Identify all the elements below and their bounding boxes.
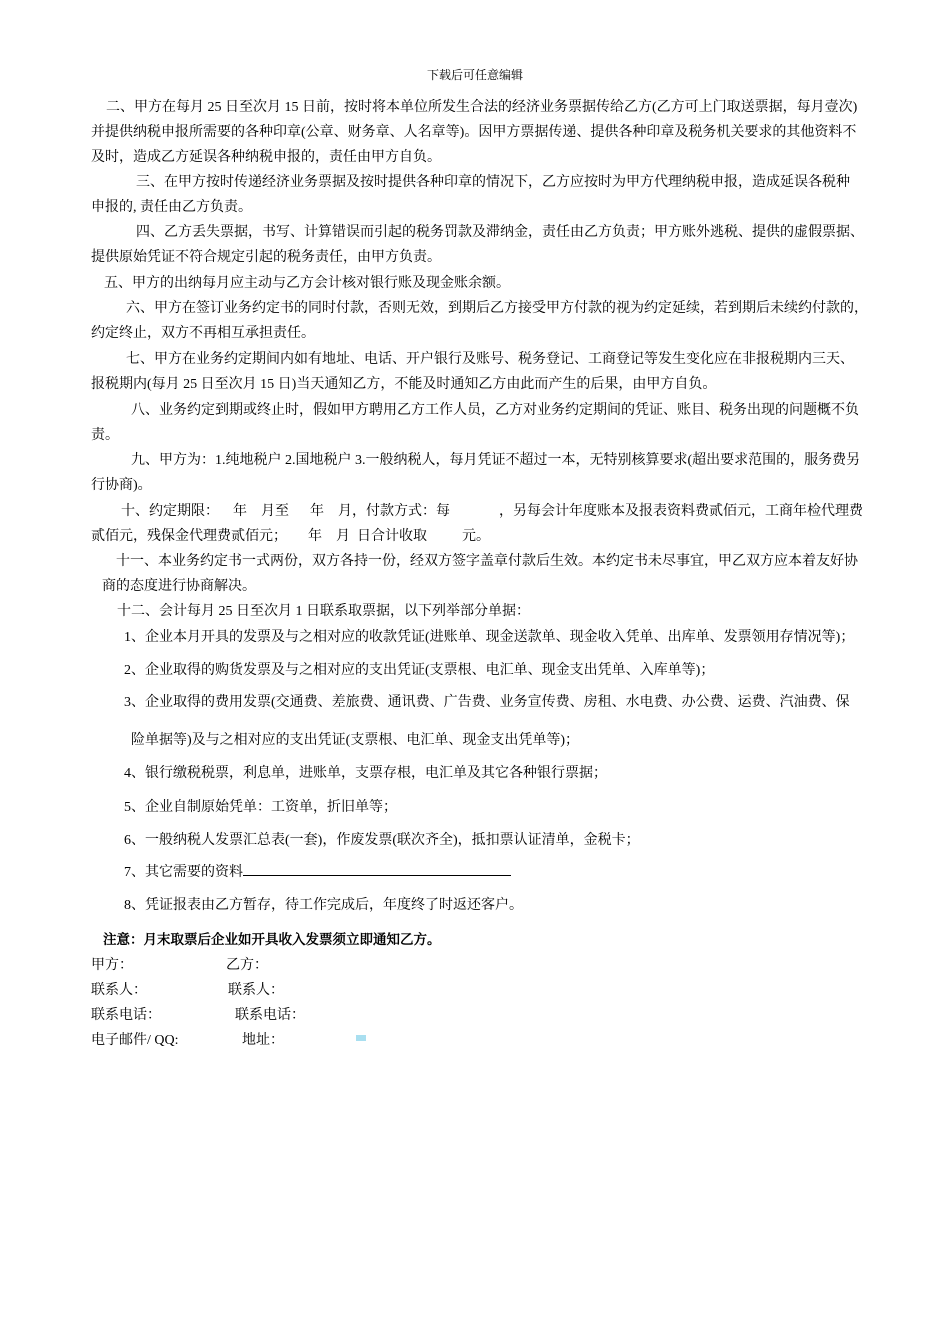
clause-7-line-2: 报税期内(每月 25 日至次月 15 日)当天通知乙方，不能及时通知乙方由此而产生的后果，由甲方自负。	[91, 377, 717, 392]
email-a-label: 电子邮件/ QQ:	[91, 1033, 179, 1048]
clause-8-line-1: 八、业务约定到期或终止时，假如甲方聘用乙方工作人员，乙方对业务约定期间的凭证、账目、税务出现的问题概不负	[131, 403, 859, 418]
clause-9-line-1: 九、甲方为：1.纯地税户 2.国地税户 3.一般纳税人，每月凭证不超过一本，无特别核算要求(超出要求范围的，服务费另	[131, 453, 861, 468]
fill-in-blank-line	[243, 861, 511, 876]
clause-2-line-2: 并提供纳税申报所需要的各种印章(公章、财务章、人名章等)。因甲方票据传递、提供各种印章及税务机关要求的其他资料不	[91, 125, 857, 140]
list-item-6: 6、一般纳税人发票汇总表(一套)，作废发票(联次齐全)，抵扣票认证清单，金税卡；	[124, 833, 640, 848]
small-highlight-mark	[356, 1035, 366, 1041]
clause-6-line-2: 约定终止，双方不再相互承担责任。	[91, 326, 315, 341]
list-item-7-label: 7、其它需要的资料	[124, 865, 243, 880]
page-header: 下载后可任意编辑	[426, 68, 523, 82]
clause-10-line-1: 十、约定期限： 年 月至 年 月，付款方式：每 ，另每会计年度账本及报表资料费贰佰元，工商年检代理费	[121, 504, 863, 519]
list-item-1: 1、企业本月开具的发票及与之相对应的收款凭证(进账单、现金送款单、现金收入凭单、出库单、发票领用存情况等)；	[124, 630, 855, 645]
clause-3-line-2: 申报的, 责任由乙方负责。	[91, 200, 252, 215]
address-b-label: 地址：	[242, 1033, 284, 1048]
clause-11-line-1: 十一、本业务约定书一式两份，双方各持一份，经双方签字盖章付款后生效。本约定书未尽事宜，甲乙双方应本着友好协	[116, 554, 858, 569]
phone-b-label: 联系电话：	[235, 1008, 305, 1023]
clause-2-line-3: 及时，造成乙方延误各种纳税申报的，责任由甲方自负。	[91, 150, 441, 165]
bold-notice: 注意：月末取票后企业如开具收入发票须立即通知乙方。	[103, 932, 441, 948]
clause-5-line-1: 五、甲方的出纳每月应主动与乙方会计核对银行账及现金账余额。	[104, 276, 510, 291]
clause-12-line-1: 十二、会计每月 25 日至次月 1 日联系取票据，以下列举部分单据：	[117, 604, 530, 619]
list-item-8: 8、凭证报表由乙方暂存，待工作完成后，年度终了时返还客户。	[124, 898, 523, 913]
contact-a-label: 联系人：	[91, 983, 147, 998]
clause-2-line-1: 二、甲方在每月 25 日至次月 15 日前，按时将本单位所发生合法的经济业务票据传给乙方(乙方可上门取送票据，每月壹次)	[106, 100, 858, 115]
party-a-label: 甲方：	[91, 958, 133, 973]
clause-3-line-1: 三、在甲方按时传递经济业务票据及按时提供各种印章的情况下，乙方应按时为甲方代理纳税申报，造成延误各税种	[136, 175, 850, 190]
list-item-4: 4、银行缴税税票，利息单，进账单，支票存根，电汇单及其它各种银行票据；	[124, 766, 607, 781]
list-item-3-line-1: 3、企业取得的费用发票(交通费、差旅费、通讯费、广告费、业务宣传费、房租、水电费、办公费、运费、汽油费、保	[124, 695, 850, 710]
party-b-label: 乙方：	[226, 958, 268, 973]
list-item-5: 5、企业自制原始凭单：工资单，折旧单等；	[124, 800, 397, 815]
clause-10-line-2: 贰佰元，残保金代理费贰佰元； 年 月 日合计收取 元。	[91, 529, 490, 544]
clause-11-line-2: 商的态度进行协商解决。	[102, 579, 256, 594]
phone-a-label: 联系电话：	[91, 1008, 161, 1023]
clause-7-line-1: 七、甲方在业务约定期间内如有地址、电话、开户银行及账号、税务登记、工商登记等发生变化应在非报税期内三天、	[126, 352, 854, 367]
list-item-7	[124, 861, 511, 881]
list-item-3-line-2: 险单据等)及与之相对应的支出凭证(支票根、电汇单、现金支出凭单等)；	[131, 733, 579, 748]
clause-8-line-2: 责。	[91, 428, 119, 443]
clause-6-line-1: 六、甲方在签订业务约定书的同时付款，否则无效，到期后乙方接受甲方付款的视为约定延续，若到期后未续约付款的，	[126, 301, 868, 316]
contact-b-label: 联系人：	[228, 983, 284, 998]
clause-4-line-1: 四、乙方丢失票据，书写、计算错误而引起的税务罚款及滞纳金，责任由乙方负责；甲方账外逃税、提供的虚假票据、	[136, 225, 864, 240]
clause-4-line-2: 提供原始凭证不符合规定引起的税务责任，由甲方负责。	[91, 250, 441, 265]
list-item-2: 2、企业取得的购货发票及与之相对应的支出凭证(支票根、电汇单、现金支出凭单、入库单等)；	[124, 663, 715, 678]
clause-9-line-2: 行协商)。	[91, 478, 152, 493]
